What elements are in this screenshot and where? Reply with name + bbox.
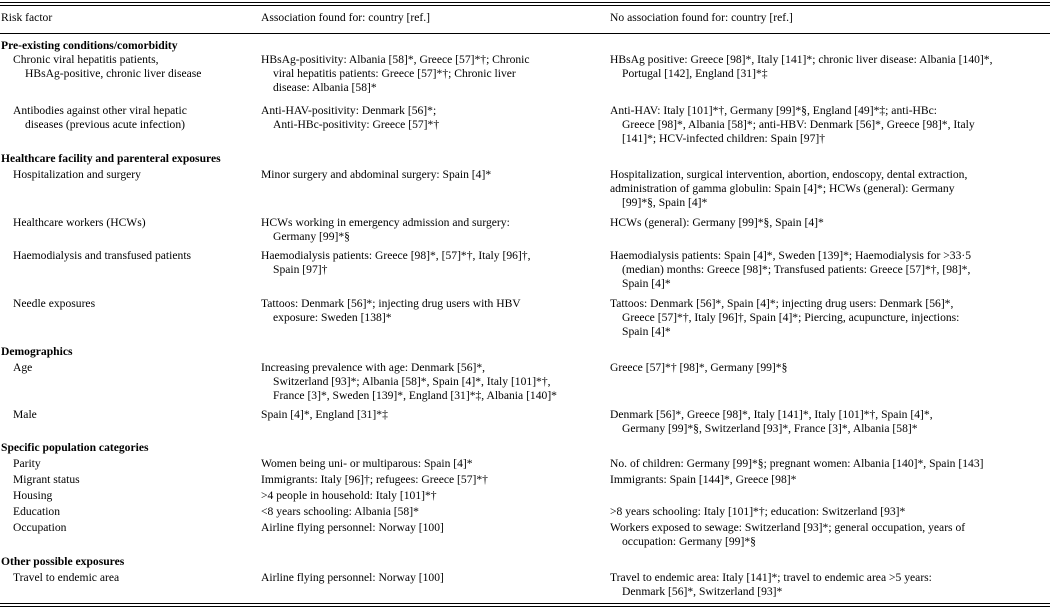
row-association: >4 people in household: Italy [101]*† <box>261 489 437 502</box>
row-association: Increasing prevalence with age: Denmark [56]*, Switzerland [93]*; Albania [58]*, Spain [4]*, Italy [101]*†, France [3]*, Sweden [139]*, England [31]*‡, Albania [140]* <box>261 361 557 402</box>
top-rule-2 <box>0 5 1050 6</box>
bottom-rule <box>0 603 1050 604</box>
row-no-association: Haemodialysis patients: Spain [4]*, Sweden [139]*; Haemodialysis for >33·5 (median) months: Greece [98]*; Transfused patients: Greece [57]*†, [98]*, Spain [4]* <box>610 249 972 290</box>
row-factor: Hospitalization and surgery <box>13 168 141 181</box>
row-association: Airline flying personnel: Norway [100] <box>261 571 444 584</box>
row-no-association: Travel to endemic area: Italy [141]*; travel to endemic area >5 years: Denmark [56]*, Switzerland [93]* <box>610 571 932 598</box>
section-title: Healthcare facility and parenteral exposures <box>1 152 221 165</box>
row-no-association: Greece [57]*† [98]*, Germany [99]*§ <box>610 361 788 374</box>
row-factor: Occupation <box>13 521 67 534</box>
row-factor: Chronic viral hepatitis patients, HBsAg-positive, chronic liver disease <box>13 53 202 80</box>
section-title: Pre-existing conditions/comorbidity <box>1 39 178 52</box>
row-no-association: Tattoos: Denmark [56]*, Spain [4]*; injecting drug users: Denmark [56]*, Greece [57]*†, Italy [96]†, Spain [4]*; Piercing, acupuncture, injections: Spain [4]* <box>610 297 960 338</box>
row-factor: Migrant status <box>13 473 80 486</box>
row-factor: Age <box>13 361 33 374</box>
top-rule <box>0 2 1050 3</box>
row-factor: Needle exposures <box>13 297 96 310</box>
row-association: Women being uni- or multiparous: Spain [4]* <box>261 457 473 470</box>
row-factor: Travel to endemic area <box>13 571 120 584</box>
row-factor: Housing <box>13 489 53 502</box>
section-title: Specific population categories <box>1 441 149 454</box>
row-no-association: No. of children: Germany [99]*§; pregnant women: Albania [140]*, Spain [143] <box>610 457 984 470</box>
row-no-association: Workers exposed to sewage: Switzerland [93]*; general occupation, years of occupation: Germany [99]*§ <box>610 521 966 548</box>
row-no-association: Immigrants: Spain [144]*, Greece [98]* <box>610 473 797 486</box>
row-factor: Male <box>13 408 37 421</box>
row-no-association: Denmark [56]*, Greece [98]*, Italy [141]*, Italy [101]*†, Spain [4]*, Germany [99]*§, Switzerland [93]*, France [3]*, Albania [58]* <box>610 408 933 435</box>
row-association: Immigrants: Italy [96]†; refugees: Greece [57]*† <box>261 473 488 486</box>
row-association: HCWs working in emergency admission and surgery: Germany [99]*§ <box>261 216 510 243</box>
row-factor: Antibodies against other viral hepatic diseases (previous acute infection) <box>13 104 187 131</box>
row-association: Haemodialysis patients: Greece [98]*, [57]*†, Italy [96]†, Spain [97]† <box>261 249 531 276</box>
header-association: Association found for: country [ref.] <box>261 11 431 24</box>
row-no-association: HCWs (general): Germany [99]*§, Spain [4]* <box>610 216 824 229</box>
section-title: Other possible exposures <box>1 555 125 568</box>
row-factor: Education <box>13 505 61 518</box>
row-association: Anti-HAV-positivity: Denmark [56]*; Anti-HBc-positivity: Greece [57]*† <box>261 104 440 131</box>
header-risk-factor: Risk factor <box>1 11 53 24</box>
row-association: Airline flying personnel: Norway [100] <box>261 521 444 534</box>
header-no-association: No association found for: country [ref.] <box>610 11 793 24</box>
row-no-association: >8 years schooling: Italy [101]*†; education: Switzerland [93]* <box>610 505 906 518</box>
row-no-association: Hospitalization, surgical intervention, abortion, endoscopy, dental extraction, administration of gamma globulin: Spain [4]*; HCWs (general): Germany [99]*§, Spain [4]* <box>610 168 968 209</box>
row-association: Minor surgery and abdominal surgery: Spain [4]* <box>261 168 492 181</box>
section-title: Demographics <box>1 345 73 358</box>
row-association: Tattoos: Denmark [56]*; injecting drug users with HBV exposure: Sweden [138]* <box>261 297 521 324</box>
bottom-rule-2 <box>0 606 1050 607</box>
header-rule <box>0 33 1050 34</box>
row-association: HBsAg-positivity: Albania [58]*, Greece [57]*†; Chronic viral hepatitis patients: Greece [57]*†; Chronic liver disease: Albania [58]* <box>261 53 530 94</box>
row-association: <8 years schooling: Albania [58]* <box>261 505 419 518</box>
row-factor: Parity <box>13 457 41 470</box>
row-no-association: HBsAg positive: Greece [98]*, Italy [141]*; chronic liver disease: Albania [140]*, Portugal [142], England [31]*‡ <box>610 53 993 80</box>
row-factor: Haemodialysis and transfused patients <box>13 249 192 262</box>
row-association: Spain [4]*, England [31]*‡ <box>261 408 388 421</box>
row-factor: Healthcare workers (HCWs) <box>13 216 146 229</box>
row-no-association: Anti-HAV: Italy [101]*†, Germany [99]*§, England [49]*‡; anti-HBc: Greece [98]*, Albania [58]*; anti-HBV: Denmark [56]*, Greece [98]*, Italy [141]*; HCV-infected children: Spain [97]† <box>610 104 975 145</box>
